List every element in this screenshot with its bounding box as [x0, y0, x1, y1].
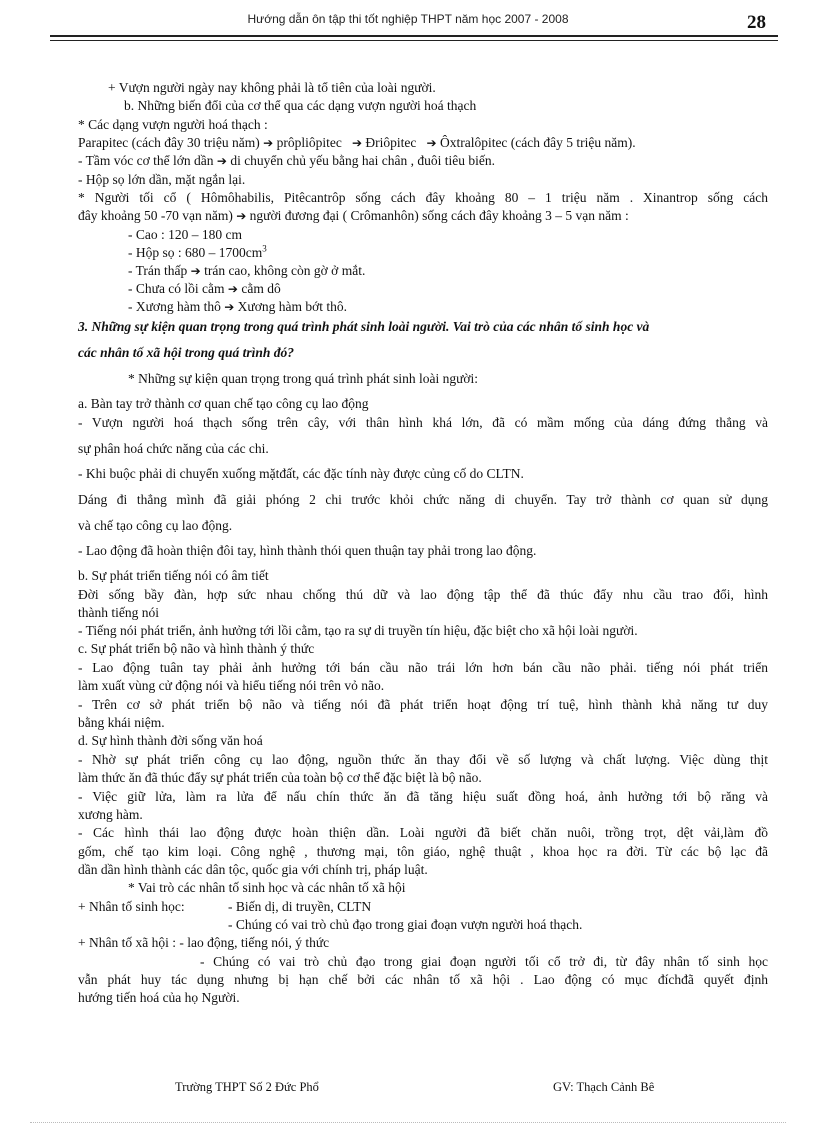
text-line: + Nhân tố xã hội : - lao động, tiếng nói, ý thức: [78, 935, 330, 950]
arrow-icon: ➔: [224, 300, 235, 314]
text-line: - Tiếng nói phát triển, ảnh hưởng tới lồi cằm, tạo ra sự di truyền tín hiệu, đặc biệt cho xã hội loài người.: [78, 623, 638, 638]
arrow-icon: ➔: [227, 282, 238, 296]
text-line: - Hộp sọ lớn dần, mặt ngắn lại.: [78, 172, 246, 187]
text-line: bằng khái niệm.: [78, 715, 165, 730]
text-line: - Lao động đã hoàn thiện đôi tay, hình thành thói quen thuận tay phải trong lao động.: [78, 543, 537, 558]
text-line: - Lao động tuân tay phải ảnh hưởng tới bán cầu não trái lớn hơn bán cầu não phải. tiếng nói phát triển: [78, 660, 768, 675]
list-item: - Chưa có lồi cằm ➔ cằm dô: [128, 281, 281, 296]
text-line: * Người tối cổ ( Hômôhabilis, Pitêcantrôp sống cách đây khoảng 80 – 1 triệu năm . Xinantrop sống cách: [78, 190, 768, 205]
list-item: - Hộp sọ : $680 - 1700cm^3$: [128, 243, 267, 260]
text-line: - Nhờ sự phát triển công cụ lao động, nguồn thức ăn thay đổi về số lượng và chất lượng. Việc dùng thịt: [78, 752, 768, 767]
arrow-icon: ➔: [351, 136, 363, 150]
text-line: gốm, chế tạo kim loại. Công nghệ , thương mại, tôn giáo, nghệ thuật , khoa học ra đời. Từ các bộ lạc đã: [78, 844, 768, 859]
text-line: làm xuất vùng cử động nói và hiểu tiếng nói trên vỏ não.: [78, 678, 385, 693]
arrow-icon: ➔: [263, 136, 274, 150]
text-line: * Vai trò các nhân tố sinh học và các nhân tố xã hội: [128, 880, 406, 895]
text-line: và chế tạo công cụ lao động.: [78, 518, 233, 533]
section-heading: d. Sự hình thành đời sống văn hoá: [78, 733, 263, 748]
section-heading: c. Sự phát triển bộ não và hình thành ý thức: [78, 641, 315, 656]
question-heading: các nhân tố xã hội trong quá trình đó?: [78, 345, 295, 360]
text-line: - Chúng có vai trò chủ đạo trong giai đoạn vượn người hoá thạch.: [228, 917, 583, 932]
question-heading: 3. Những sự kiện quan trọng trong quá trình phát sinh loài người. Vai trò của các nhân tố sinh học và: [78, 319, 650, 334]
list-item: - Trán thấp ➔ trán cao, không còn gờ ở mắt.: [128, 263, 366, 278]
list-item: - Xương hàm thô ➔ Xương hàm bớt thô.: [128, 299, 347, 314]
section-heading: a. Bàn tay trở thành cơ quan chế tạo công cụ lao động: [78, 396, 369, 411]
text-line: thành tiếng nói: [78, 605, 159, 620]
page-content: [78, 0, 768, 1123]
arrow-icon: ➔: [426, 136, 437, 150]
text-line: đây khoảng 50 -70 vạn năm) ➔ người đương đại ( Crômanhôn) sống cách đây khoảng 3 – 5 vạn năm :: [78, 208, 629, 223]
section-heading: b. Sự phát triển tiếng nói có âm tiết: [78, 568, 269, 583]
text-line: - Khi buộc phải di chuyển xuống mặtđất, các đặc tính này được củng cố do CLTN.: [78, 466, 524, 481]
text-line: - Chúng có vai trò chủ đạo trong giai đoạn người tối cổ trở đi, từ đây nhân tố sinh học: [200, 954, 768, 969]
text-line: Parapitec (cách đây 30 triệu năm) ➔ prôpliôpitec ➔ Đriôpitec ➔ Ôxtralôpitec (cách đây 5 triệu năm).: [78, 135, 636, 150]
text-line: Đời sống bầy đàn, hợp sức nhau chống thú dữ và lao động tập thể đã thúc đẩy nhu cầu trao đổi, hình: [78, 587, 768, 602]
text-line: dần dần hình thành các dân tộc, quốc gia với chính trị, pháp luật.: [78, 862, 428, 877]
text-line: * Các dạng vượn người hoá thạch :: [78, 117, 268, 132]
header-title: Hướng dẫn ôn tập thi tốt nghiệp THPT năm học 2007 - 2008: [247, 12, 569, 26]
text-line: sự phân hoá chức năng của các chi.: [78, 441, 269, 456]
text-line: - Trên cơ sở phát triển bộ não và tiếng nói đã phát triển hoạt động trí tuệ, hình thành khả năng tư duy: [78, 697, 768, 712]
text-line: + Nhân tố sinh học:: [78, 899, 185, 914]
text-line: Dáng đi thẳng mình đã giải phóng 2 chi trước khỏi chức năng di chuyển. Tay trở thành cơ quan sử dụng: [78, 492, 768, 507]
arrow-icon: ➔: [190, 264, 201, 278]
text-line: xương hàm.: [78, 807, 143, 822]
text-line: - Vượn người hoá thạch sống trên cây, với thân hình khá lớn, đã có mầm mống của dáng đứng thẳng và: [78, 415, 768, 430]
text-line: làm thức ăn đã thúc đẩy sự phát triển của toàn bộ cơ thể đặc biệt là bộ não.: [78, 770, 482, 785]
text-line: - Việc giữ lửa, làm ra lửa để nấu chín thức ăn đã tăng hiệu suất đồng hoá, ảnh hưởng tới bộ răng và: [78, 789, 768, 804]
text-line: - Biến dị, di truyền, CLTN: [228, 899, 372, 914]
list-item: - Cao : 120 – 180 cm: [128, 227, 242, 242]
page-number: 28: [747, 12, 766, 33]
text-line: vẫn phát huy tác dụng nhưng bị hạn chế bởi các nhân tố xã hội . Lao động có mục đíchđã quyết định: [78, 972, 768, 987]
text-line: + Vượn người ngày nay không phải là tổ tiên của loài người.: [108, 80, 436, 95]
text-line: * Những sự kiện quan trọng trong quá trình phát sinh loài người:: [128, 371, 479, 386]
footer-teacher: GV: Thạch Cảnh Bê: [553, 1080, 655, 1094]
arrow-icon: ➔: [236, 209, 247, 223]
section-heading: b. Những biến đổi của cơ thể qua các dạng vượn người hoá thạch: [124, 98, 477, 113]
text-line: - Các hình thái lao động được hoàn thiện dần. Loài người đã biết chăn nuôi, trồng trọt, dệt vải,làm đồ: [78, 825, 768, 840]
text-line: - Tầm vóc cơ thể lớn dần ➔ di chuyển chủ yếu bằng hai chân , đuôi tiêu biến.: [78, 153, 495, 168]
text-line: hướng tiến hoá của họ Người.: [78, 990, 240, 1005]
footer-school: Trường THPT Số 2 Đức Phổ: [175, 1080, 319, 1094]
arrow-icon: ➔: [216, 154, 227, 168]
